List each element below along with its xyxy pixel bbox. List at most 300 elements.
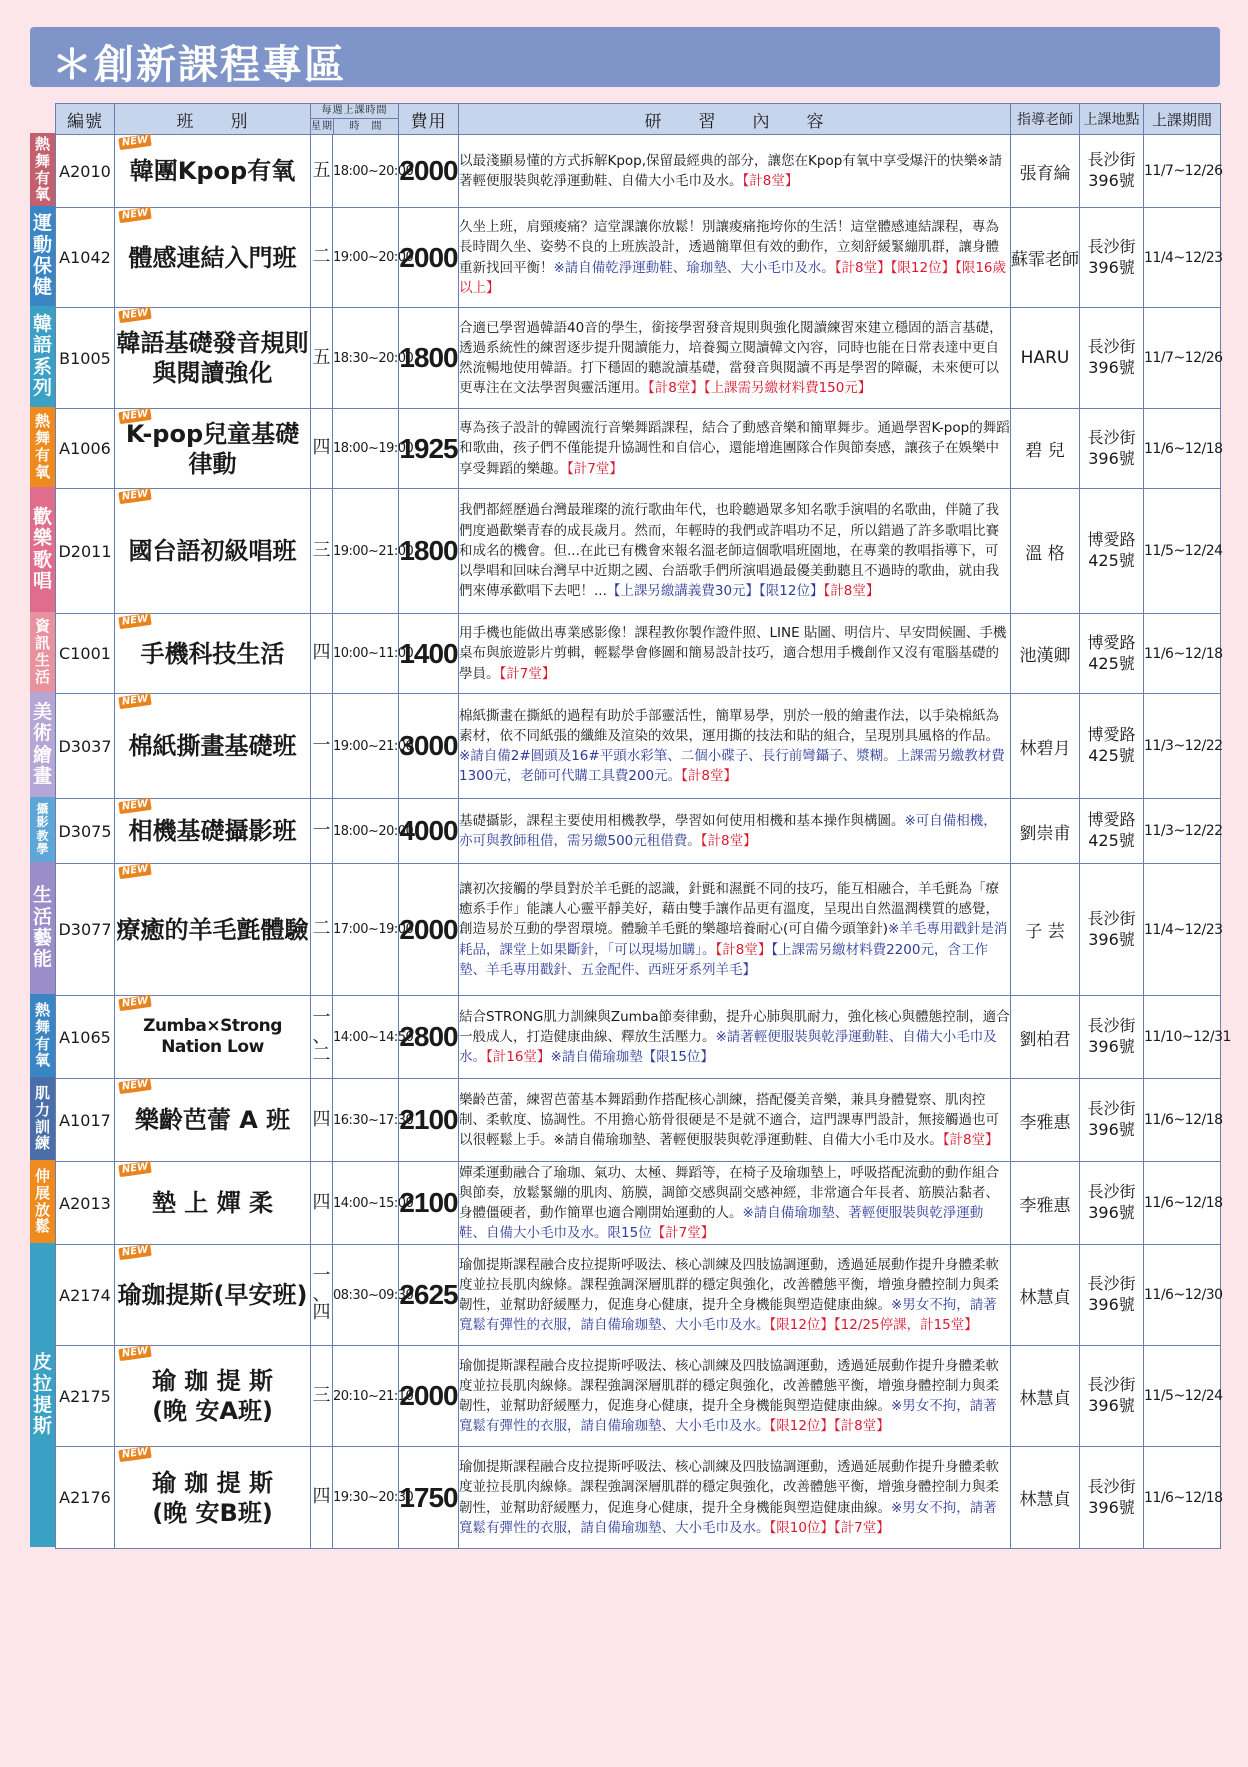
category-label	[30, 407, 55, 487]
description-note: ※請自備瑜珈墊、著輕便服裝與乾淨運動鞋、自備大小毛巾及水。限15位	[459, 1205, 984, 1242]
course-time: 18:00~20:00	[333, 799, 399, 864]
location-number: 396號	[1088, 1497, 1135, 1517]
description-text: 嬋柔運動融合了瑜珈、氣功、太極、舞蹈等，在椅子及瑜珈墊上，呼吸搭配流動的動作組合與節奏，放鬆緊繃的肌肉、筋膜，調節交感與副交感神經，非常適合年長者、筋膜沾黏者、身體僵硬者，動作簡單也適合剛開始運動的人。	[459, 1164, 999, 1221]
course-location	[1080, 996, 1144, 1079]
course-fee: 1400	[399, 614, 459, 694]
description-text: 瑜伽提斯課程融合皮拉提斯呼吸法、核心訓練及四肢協調運動，透過延展動作提升身體柔軟度並拉長肌肉線條。課程強調深層肌群的穩定與強化，改善體態平衡，增強身體控制力與柔韌性，並幫助舒緩壓力，促進身心健康，提升全身機能與塑造健康曲線。	[459, 1256, 999, 1313]
description-text: 讓初次接觸的學員對於羊毛氈的認識，針氈和濕氈不同的技巧，能互相融合，羊毛氈為「療癒系手作」能讓人心靈平靜美好，藉由雙手讓作品更有溫度，呈現出自然溫潤樸質的感覺，創造易於互動的學習環境。體驗羊毛氈的樂趣培養耐心(可自備今頭筆針)	[459, 880, 999, 938]
category-label	[30, 306, 55, 407]
category-label	[30, 797, 55, 862]
course-name-cell	[115, 1162, 311, 1245]
description-highlight: 【限12位】【計8堂】	[769, 1418, 890, 1435]
location-street: 博愛路	[1087, 530, 1136, 550]
description-highlight: 【計8堂】	[942, 1132, 999, 1149]
description-highlight: 【計7堂】	[499, 665, 556, 682]
course-teacher: 溫 格	[1011, 489, 1080, 614]
course-name-cell	[115, 208, 311, 308]
course-teacher: 林慧貞	[1011, 1447, 1080, 1549]
course-fee: 1800	[399, 308, 459, 409]
course-name-cell	[115, 694, 311, 799]
course-location	[1080, 614, 1144, 694]
course-row	[56, 135, 1221, 208]
description-note: ※男女不拘，請著寬鬆有彈性的衣服，請自備瑜珈墊、大小毛巾及水。	[459, 1499, 997, 1536]
description-highlight: 【計8堂】【限12位】【限16歲以上】	[459, 259, 1007, 296]
course-location	[1080, 308, 1144, 409]
course-location	[1080, 1346, 1144, 1447]
description-note: ※羊毛專用戳針是消耗品，課堂上如果斷針，「可以現場加購」。	[459, 921, 1008, 958]
description-text: 結合STRONG肌力訓練與Zumba節奏律動，提升心肺與肌耐力，強化核心與體態控制，適合一般成人，打造健康曲線、釋放生活壓力。	[459, 1008, 1010, 1045]
course-code: D3075	[56, 799, 115, 864]
course-day-cell	[311, 1245, 333, 1346]
course-code: A2175	[56, 1346, 115, 1447]
course-day: 三	[312, 1384, 331, 1406]
course-fee: 2000	[399, 864, 459, 996]
category-text: 資訊生活	[34, 617, 50, 686]
new-badge: NEW	[118, 307, 152, 323]
schedule-time-header: 時 間	[349, 121, 383, 132]
course-name: K-pop兒童基礎律動	[125, 419, 300, 478]
col-header-content: 研 習 內 容	[459, 104, 1011, 135]
location-street: 長沙街	[1087, 1099, 1136, 1119]
new-badge: NEW	[118, 1446, 152, 1462]
category-label	[30, 692, 55, 797]
new-badge: NEW	[118, 863, 152, 879]
course-time: 19:00~20:00	[333, 208, 399, 308]
course-location	[1080, 799, 1144, 864]
course-fee: 2000	[399, 208, 459, 308]
course-code: D3037	[56, 694, 115, 799]
course-row	[56, 694, 1221, 799]
course-row	[56, 1079, 1221, 1162]
category-text: 熱舞有氧	[34, 134, 50, 204]
course-name: 韓語基礎發音規則 與閱讀強化	[116, 329, 309, 387]
course-fee: 1750	[399, 1447, 459, 1549]
location-street: 長沙街	[1087, 1476, 1136, 1496]
description-highlight: 【計16堂】	[486, 1049, 551, 1066]
course-description	[459, 1162, 1011, 1245]
course-description	[459, 1447, 1011, 1549]
location-street: 博愛路	[1087, 810, 1136, 830]
course-name: 相機基礎攝影班	[128, 817, 297, 845]
course-code: A2176	[56, 1447, 115, 1549]
course-teacher: 林慧貞	[1011, 1245, 1080, 1346]
course-fee: 4000	[399, 799, 459, 864]
course-location	[1080, 489, 1144, 614]
course-day: 四	[312, 642, 331, 664]
location-number: 425號	[1088, 831, 1135, 850]
course-day-cell	[311, 409, 333, 489]
category-text: 伸展放鬆	[34, 1166, 50, 1236]
description-highlight: 【限10位】【計7堂】	[769, 1519, 890, 1536]
category-label	[30, 1077, 55, 1160]
new-badge: NEW	[118, 1161, 152, 1177]
course-teacher: 林慧貞	[1011, 1346, 1080, 1447]
location-number: 425號	[1088, 551, 1135, 570]
location-street: 博愛路	[1087, 632, 1136, 652]
course-time: 20:10~21:10	[333, 1346, 399, 1447]
col-header-class: 班 別	[115, 104, 311, 135]
course-day: 一 、 四	[312, 1264, 331, 1324]
course-period: 11/5~12/24	[1144, 489, 1221, 614]
course-description	[459, 1079, 1011, 1162]
course-description	[459, 308, 1011, 409]
description-text: 以最淺顯易懂的方式拆解Kpop,保留最經典的部分，讓您在Kpop有氧中享受爆汗的快樂	[459, 152, 978, 169]
course-name: 療癒的羊毛氈體驗	[116, 915, 309, 944]
page-title: ＊創新課程專區	[52, 42, 346, 88]
course-teacher: 子 芸	[1011, 864, 1080, 996]
course-row	[56, 208, 1221, 308]
new-badge: NEW	[118, 1078, 152, 1094]
location-street: 長沙街	[1087, 908, 1136, 928]
course-name-cell	[115, 799, 311, 864]
course-day-cell	[311, 694, 333, 799]
description-highlight: 【計7堂】	[567, 460, 623, 477]
course-name-cell	[115, 1079, 311, 1162]
course-day: 四	[312, 1486, 331, 1508]
course-period: 11/4~12/23	[1144, 864, 1221, 996]
course-description	[459, 489, 1011, 614]
course-description	[459, 694, 1011, 799]
description-highlight: 【計8堂】【上課需另繳材料費150元】	[648, 380, 872, 397]
course-location	[1080, 208, 1144, 308]
course-period: 11/6~12/18	[1144, 1162, 1221, 1245]
location-number: 396號	[1088, 448, 1135, 468]
course-name-cell	[115, 614, 311, 694]
course-name: 體感連結入門班	[128, 243, 297, 272]
course-row	[56, 1346, 1221, 1447]
course-code: B1005	[56, 308, 115, 409]
course-name-cell	[115, 1346, 311, 1447]
location-street: 博愛路	[1087, 725, 1136, 745]
course-row	[56, 308, 1221, 409]
course-fee: 2100	[399, 1162, 459, 1245]
course-time: 19:00~21:00	[333, 489, 399, 614]
new-badge: NEW	[118, 408, 152, 424]
course-time: 08:30~09:30	[333, 1245, 399, 1346]
course-day-cell	[311, 864, 333, 996]
course-name-cell	[115, 1245, 311, 1346]
course-day: 五	[312, 346, 331, 368]
description-text: 專為孩子設計的韓國流行音樂舞蹈課程，結合了動感音樂和簡單舞步。通過學習K-pop的舞蹈和歌曲，孩子們不僅能提升協調性和自信心，還能增進團隊合作與節奏感，讓孩子在娛樂中享受舞蹈的樂趣。	[459, 420, 1010, 477]
category-label	[30, 862, 55, 994]
category-text: 皮拉提斯	[32, 1351, 52, 1438]
course-day: 四	[312, 1191, 331, 1213]
course-location	[1080, 1447, 1144, 1549]
description-note: 【上課需另繳材料費2200元，含工作墊、羊毛專用戳針、五金配件、西班牙系列羊毛】	[459, 941, 988, 978]
course-row	[56, 489, 1221, 614]
category-text: 熱舞有氧	[34, 1000, 50, 1070]
location-number: 396號	[1088, 1396, 1135, 1415]
course-name: 瑜 珈 提 斯 (晚 安A班)	[151, 1367, 274, 1425]
course-code: A1006	[56, 409, 115, 489]
course-code: D3077	[56, 864, 115, 996]
course-day: 一	[312, 819, 331, 841]
location-number: 396號	[1088, 1037, 1135, 1056]
course-fee: 1925	[399, 409, 459, 489]
course-period: 11/4~12/23	[1144, 208, 1221, 308]
course-teacher: 李雅惠	[1011, 1162, 1080, 1245]
course-teacher: HARU	[1011, 308, 1080, 409]
course-code: A1042	[56, 208, 115, 308]
course-day: 三	[312, 539, 331, 561]
course-day: 二	[312, 918, 331, 940]
course-name: 瑜 珈 提 斯 (晚 安B班)	[151, 1468, 274, 1527]
course-time: 18:00~19:00	[333, 409, 399, 489]
course-description	[459, 208, 1011, 308]
description-highlight: 【限12位】【12/25停課，計15堂】	[769, 1317, 978, 1334]
location-street: 長沙街	[1087, 427, 1136, 447]
location-street: 長沙街	[1087, 337, 1136, 357]
description-text: 瑜伽提斯課程融合皮拉提斯呼吸法、核心訓練及四肢協調運動，透過延展動作提升身體柔軟度並拉長肌肉線條。課程強調深層肌群的穩定與強化，改善體態平衡，增強身體控制力與柔韌性，並幫助舒緩壓力，促進身心健康，提升全身機能與塑造健康曲線。	[459, 1459, 999, 1516]
category-text: 運動保健	[32, 212, 52, 299]
course-period: 11/3~12/22	[1144, 799, 1221, 864]
schedule-day-header: 星期	[311, 121, 333, 132]
description-highlight: 【計8堂】	[742, 173, 799, 189]
location-number: 396號	[1088, 1120, 1135, 1139]
description-note: ※可自備相機，亦可與教師租借，需另繳500元租借費。	[459, 812, 997, 849]
course-location	[1080, 1079, 1144, 1162]
location-number: 396號	[1088, 171, 1135, 190]
location-number: 396號	[1088, 929, 1135, 949]
course-description	[459, 864, 1011, 996]
course-fee: 2000	[399, 1346, 459, 1447]
course-fee: 2100	[399, 1079, 459, 1162]
course-description	[459, 614, 1011, 694]
course-time: 14:00~14:50	[333, 996, 399, 1079]
course-table	[55, 103, 1231, 1549]
description-text: 棉紙撕畫在撕紙的過程有助於手部靈活性，簡單易學，別於一般的繪畫作法，以手染棉紙為素材，依不同紙張的纖維及渲染的效果，運用撕的技法和貼的組合，呈現別具風格的作品。	[459, 707, 999, 744]
course-location	[1080, 864, 1144, 996]
course-day-cell	[311, 799, 333, 864]
category-text: 韓語系列	[32, 312, 52, 399]
course-name-cell	[115, 1447, 311, 1549]
description-text: 合適已學習過韓語40音的學生，銜接學習發音規則與強化閱讀練習來建立穩固的語言基礎，透過系統性的練習逐步提升閱讀能力，培養獨立閱讀韓文內容，同時也能在日常表達中更自然流暢地使用韓語。打下穩固的聽說讀基礎，當發音與閱讀不再是學習的障礙，未來便可以更專注在文法學習與靈活運用。	[459, 319, 1003, 397]
category-label	[30, 206, 55, 306]
location-number: 425號	[1088, 746, 1135, 765]
course-row	[56, 1447, 1221, 1549]
course-day-cell	[311, 1079, 333, 1162]
category-text: 熱舞有氧	[34, 412, 50, 481]
description-note: ※請自備2#圓頭及16#平頭水彩筆、二個小碟子、長行前彎鑷子、漿糊。上課需另繳教材費1300元，老師可代購工具費200元。	[459, 748, 1005, 785]
table-header-row	[56, 104, 1221, 135]
course-period: 11/6~12/18	[1144, 409, 1221, 489]
course-period: 11/6~12/18	[1144, 1079, 1221, 1162]
course-location	[1080, 409, 1144, 489]
course-teacher: 李雅惠	[1011, 1079, 1080, 1162]
course-name: 國台語初級唱班	[128, 537, 297, 565]
description-text: 用手機也能做出專業感影像！課程教你製作證件照、LINE 貼圖、明信片、早安問候圖、手機桌布與旅遊影片剪輯，輕鬆學會修圖和簡易設計技巧，適合想用手機創作又沒有電腦基礎的學員。	[459, 625, 1007, 682]
course-code: A2010	[56, 135, 115, 208]
location-number: 396號	[1088, 358, 1135, 377]
course-teacher: 池漢卿	[1011, 614, 1080, 694]
course-fee: 2625	[399, 1245, 459, 1346]
course-day: 一	[312, 734, 331, 756]
description-text: 瑜伽提斯課程融合皮拉提斯呼吸法、核心訓練及四肢協調運動，透過延展動作提升身體柔軟度並拉長肌肉線條。課程強調深層肌群的穩定與強化，改善體態平衡，增強身體控制力與柔韌性，並幫助舒緩壓力，促進身心健康，提升全身機能與塑造健康曲線。	[459, 1357, 999, 1414]
course-day-cell	[311, 614, 333, 694]
course-teacher: 蘇霏老師	[1011, 208, 1080, 308]
course-name: 瑜珈提斯(早安班)	[117, 1281, 308, 1309]
description-note: ※請自備乾淨運動鞋、瑜珈墊、大小毛巾及水。	[553, 259, 835, 276]
course-period: 11/7~12/26	[1144, 308, 1221, 409]
course-code: D2011	[56, 489, 115, 614]
description-note: ※男女不拘，請著寬鬆有彈性的衣服，請自備瑜珈墊、大小毛巾及水。	[459, 1297, 997, 1334]
course-description	[459, 409, 1011, 489]
course-teacher: 碧 兒	[1011, 409, 1080, 489]
course-description	[459, 996, 1011, 1079]
course-day: 五	[312, 159, 331, 181]
course-period: 11/3~12/22	[1144, 694, 1221, 799]
course-code: A1017	[56, 1079, 115, 1162]
location-street: 長沙街	[1087, 236, 1136, 256]
col-header-period: 上課期間	[1144, 104, 1221, 135]
course-name: 韓團Kpop有氧	[129, 157, 296, 185]
location-number: 425號	[1088, 653, 1135, 673]
new-badge: NEW	[118, 134, 152, 150]
course-day: 二	[312, 246, 331, 268]
course-time: 17:00~19:00	[333, 864, 399, 996]
description-text: 樂齡芭蕾，練習芭蕾基本舞蹈動作搭配核心訓練，搭配優美音樂，兼具身體覺察、肌肉控制、柔軟度、協調性。不用擔心筋骨很硬是不是就不適合，這門課專門設計，無接觸過也可以很輕鬆上手。※請自備瑜珈墊、著輕便服裝與乾淨運動鞋、自備大小毛巾及水。	[459, 1091, 999, 1149]
course-description	[459, 799, 1011, 864]
course-name-cell	[115, 864, 311, 996]
course-name-cell	[115, 135, 311, 208]
course-name-cell	[115, 409, 311, 489]
schedule-header-label: 每週上課時間	[311, 104, 398, 119]
category-label	[30, 994, 55, 1077]
description-note: ※請自備瑜珈墊【限15位】	[550, 1049, 714, 1066]
course-period: 11/10~12/31	[1144, 996, 1221, 1079]
category-label	[30, 612, 55, 692]
category-text: 生活藝能	[32, 884, 52, 971]
category-label	[30, 487, 55, 612]
course-name: 樂齡芭蕾 A 班	[134, 1106, 291, 1134]
course-teacher: 張育綸	[1011, 135, 1080, 208]
category-text: 攝影教學	[36, 801, 49, 856]
location-street: 長沙街	[1087, 1016, 1136, 1036]
description-highlight: 【計8堂】	[823, 583, 880, 600]
course-row	[56, 614, 1221, 694]
category-text: 美術繪畫	[32, 700, 52, 787]
course-time: 10:00~11:00	[333, 614, 399, 694]
course-location	[1080, 1245, 1144, 1346]
location-street: 長沙街	[1087, 150, 1136, 170]
course-period: 11/5~12/24	[1144, 1346, 1221, 1447]
course-description	[459, 1346, 1011, 1447]
category-text: 歡樂歌唱	[32, 505, 52, 592]
course-day-cell	[311, 208, 333, 308]
course-name: 手機科技生活	[140, 639, 285, 668]
course-day: 一 、 二	[312, 1006, 331, 1066]
course-code: A2174	[56, 1245, 115, 1346]
category-label	[30, 1243, 55, 1547]
course-fee: 2800	[399, 996, 459, 1079]
course-row	[56, 864, 1221, 996]
course-period: 11/6~12/18	[1144, 1447, 1221, 1549]
col-header-location: 上課地點	[1080, 104, 1144, 135]
col-header-fee: 費用	[399, 104, 459, 135]
col-header-code: 編號	[56, 104, 115, 135]
description-highlight: 【計8堂】	[700, 833, 757, 849]
course-day: 四	[312, 437, 331, 459]
new-badge: NEW	[118, 693, 152, 709]
course-time: 16:30~17:30	[333, 1079, 399, 1162]
course-code: A1065	[56, 996, 115, 1079]
course-name-cell	[115, 489, 311, 614]
col-header-schedule	[311, 104, 399, 135]
course-name: Zumba×Strong Nation Low	[143, 1015, 282, 1057]
course-teacher: 林碧月	[1011, 694, 1080, 799]
description-text: ※請著輕便服裝與乾淨運動鞋、自備大小毛巾及水。	[459, 152, 1003, 189]
course-row	[56, 409, 1221, 489]
course-name: 墊 上 嬋 柔	[151, 1189, 274, 1217]
course-row	[56, 799, 1221, 864]
new-badge: NEW	[118, 1244, 152, 1260]
course-day-cell	[311, 1346, 333, 1447]
description-note: 【上課另繳講義費30元】【限12位】	[606, 583, 824, 600]
description-highlight: 【計8堂】	[681, 768, 737, 785]
course-description	[459, 135, 1011, 208]
new-badge: NEW	[118, 798, 152, 814]
course-time: 19:30~20:30	[333, 1447, 399, 1549]
course-period: 11/6~12/18	[1144, 614, 1221, 694]
course-day-cell	[311, 489, 333, 614]
category-label	[30, 133, 55, 206]
description-highlight: 【計8堂】	[715, 941, 772, 958]
course-name-cell	[115, 996, 311, 1079]
location-number: 396號	[1088, 257, 1135, 277]
course-day-cell	[311, 996, 333, 1079]
description-text: 久坐上班，肩頸痠痛？這堂課讓你放鬆！別讓痠痛拖垮你的生活！這堂體感連結課程，專為長時間久坐、姿勢不良的上班族設計，透過簡單但有效的動作，立刻舒緩緊繃肌群，讓身體重新找回平衡！	[459, 219, 999, 276]
course-code: A2013	[56, 1162, 115, 1245]
description-text: 我們都經歷過台灣最璀璨的流行歌曲年代，也聆聽過眾多知名歌手演唱的名歌曲，伴隨了我們度過歡樂青春的成長歲月。然而，年輕時的我們或許唱功不足，所以錯過了許多歌唱比賽和成名的機會。但...在此已有機會來報名溫老師這個歌唱班園地，在專業的教唱指導下，可以學唱和回味台灣早中近期之國、台語歌手們所演唱過最優美動聽且不過時的歌曲，就由我們來傳承歡唱下去吧！...	[459, 502, 999, 600]
location-number: 396號	[1088, 1203, 1135, 1222]
category-text: 肌力訓練	[34, 1083, 50, 1153]
location-street: 長沙街	[1087, 1375, 1136, 1395]
course-fee: 3000	[399, 694, 459, 799]
course-row	[56, 1245, 1221, 1346]
new-badge: NEW	[118, 995, 152, 1011]
course-location	[1080, 694, 1144, 799]
course-day-cell	[311, 308, 333, 409]
new-badge: NEW	[118, 488, 152, 504]
course-name: 棉紙撕畫基礎班	[128, 732, 297, 760]
course-fee: 2000	[399, 135, 459, 208]
description-note: ※男女不拘，請著寬鬆有彈性的衣服，請自備瑜珈墊、大小毛巾及水。	[459, 1398, 997, 1435]
course-time: 19:00~21:00	[333, 694, 399, 799]
course-time: 18:00~20:00	[333, 135, 399, 208]
location-street: 長沙街	[1087, 1274, 1136, 1294]
course-name-cell	[115, 308, 311, 409]
category-sidebar	[30, 103, 55, 1737]
course-description	[459, 1245, 1011, 1346]
course-row	[56, 996, 1221, 1079]
category-label	[30, 1160, 55, 1243]
course-row	[56, 1162, 1221, 1245]
course-time: 18:30~20:00	[333, 308, 399, 409]
new-badge: NEW	[118, 613, 152, 629]
course-fee: 1800	[399, 489, 459, 614]
course-code: C1001	[56, 614, 115, 694]
new-badge: NEW	[118, 1345, 152, 1361]
location-street: 長沙街	[1087, 1182, 1136, 1202]
location-number: 396號	[1088, 1295, 1135, 1314]
course-location	[1080, 135, 1144, 208]
course-teacher: 劉柏君	[1011, 996, 1080, 1079]
header-bar	[30, 27, 1220, 87]
course-location	[1080, 1162, 1144, 1245]
description-text: 基礎攝影，課程主要使用相機教學，學習如何使用相機和基本操作與構圖。	[459, 812, 905, 829]
course-teacher: 劉崇甫	[1011, 799, 1080, 864]
course-day: 四	[312, 1108, 331, 1130]
